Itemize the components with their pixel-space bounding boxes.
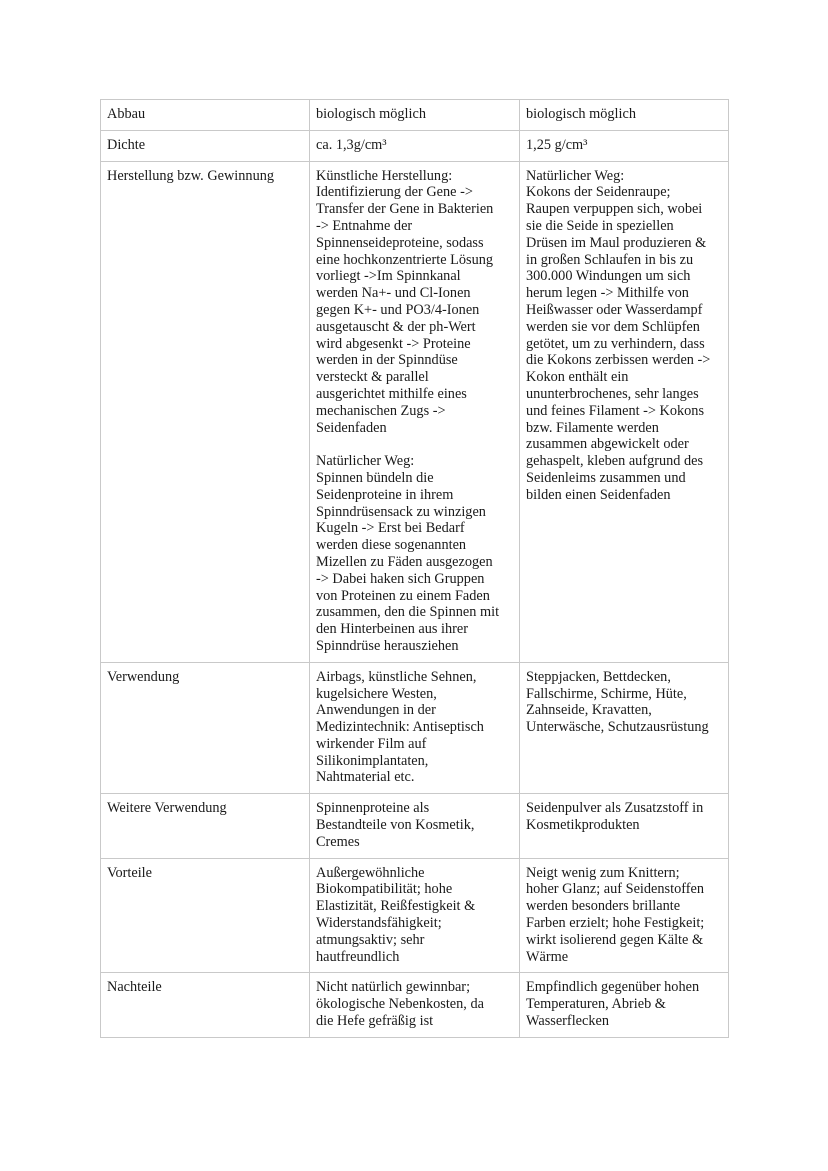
comparison-table (100, 99, 729, 1038)
cell-text: ca. 1,3g/cm³ (316, 136, 387, 153)
table-cell (310, 662, 520, 794)
table-row-abbau (101, 100, 729, 131)
cell-text: Empfindlich gegenüber hohen Temperaturen, Abrieb & Wasserflecken (526, 979, 700, 1030)
row-label (101, 794, 310, 858)
row-label-text: Vorteile (107, 864, 152, 881)
table-cell (520, 794, 729, 858)
table-cell (310, 130, 520, 161)
table-cell (520, 130, 729, 161)
table-row-dichte (101, 130, 729, 161)
row-label-text: Abbau (107, 106, 146, 122)
row-label-text: Nachteile (107, 979, 162, 996)
table-row-vorteile (101, 858, 729, 973)
cell-text: Künstliche Herstellung: Identifizierung der Gene -> Transfer der Gene in Bakterien -> Entnahme der Spinnenseideproteine, sodass eine hochkonzentrierte Lösung vorliegt ->Im Spinnkanal werden Na+- und Cl-Ionen gegen K+- und PO3/4-Ionen ausgetauscht & der ph-Wert wird abgesenkt -> Proteine werden in der Spinndüse versteckt & parallel ausgerichtet mithilfe eines mechanischen Zugs -> Seidenfaden Natürlicher Weg: Spinnen bündeln die Seidenproteine in ihrem Spinndrüsensack zu winzigen Kugeln -> Erst bei Bedarf werden diese sogenannten Mizellen zu Fäden ausgezogen -> Dabei haken sich Gruppen von Proteinen zu einem Faden zusammen, den die Spinnen mit den Hinterbeinen aus ihrer Spinndrüse herausziehen (316, 167, 500, 654)
table-cell (310, 161, 520, 662)
row-label (101, 858, 310, 973)
table-row-weitere-verwendung (101, 794, 729, 858)
cell-text: Außergewöhnliche Biokompatibilität; hohe Elastizität, Reißfestigkeit & Widerstandsfähigkeit; atmungsaktiv; sehr hautfreundlich (316, 864, 476, 965)
document-page (100, 99, 728, 1038)
table-cell (520, 858, 729, 973)
cell-text: Seidenpulver als Zusatzstoff in Kosmetikprodukten (526, 800, 704, 834)
table-row-nachteile (101, 973, 729, 1037)
table-cell (520, 161, 729, 662)
cell-text: Nicht natürlich gewinnbar; ökologische Nebenkosten, da die Hefe gefräßig ist (316, 979, 484, 1030)
cell-text: biologisch möglich (316, 106, 426, 122)
table-cell (310, 973, 520, 1037)
cell-text: biologisch möglich (526, 106, 636, 122)
row-label (101, 973, 310, 1037)
table-cell (520, 973, 729, 1037)
table-cell (310, 858, 520, 973)
row-label (101, 100, 310, 131)
cell-text: Natürlicher Weg: Kokons der Seidenraupe; Raupen verpuppen sich, wobei sie die Seide in speziellen Drüsen im Maul produzieren & in großen Schlaufen in bis zu 300.000 Windungen um sich herum legen -> Mithilfe von Heißwasser oder Wasserdampf werden sie vor dem Schlüpfen getötet, um zu verhindern, dass die Kokons zerbissen werden -> Kokon enthält ein ununterbrochenes, sehr langes und feines Filament -> Kokons bzw. Filamente werden zusammen abgewickelt oder gehaspelt, kleben aufgrund des Seidenleims zusammen und bilden einen Seidenfaden (526, 167, 711, 503)
row-label (101, 130, 310, 161)
cell-text: 1,25 g/cm³ (526, 136, 588, 153)
cell-text: Airbags, künstliche Sehnen, kugelsichere Westen, Anwendungen in der Medizintechnik: Antiseptisch wirkender Film auf Silikonimplantaten, Nahtmaterial etc. (316, 668, 484, 786)
table-cell (310, 794, 520, 858)
table-cell (520, 662, 729, 794)
cell-text: Spinnenproteine als Bestandteile von Kosmetik, Cremes (316, 800, 475, 850)
table-row-verwendung (101, 662, 729, 794)
row-label-text: Dichte (107, 136, 146, 153)
cell-text: Steppjacken, Bettdecken, Fallschirme, Schirme, Hüte, Zahnseide, Kravatten, Unterwäsche, Schutzausrüstung (526, 668, 709, 736)
table-row-herstellung (101, 161, 729, 662)
row-label (101, 161, 310, 662)
row-label (101, 662, 310, 794)
cell-text: Neigt wenig zum Knittern; hoher Glanz; auf Seidenstoffen werden besonders brillante Farben erzielt; hohe Festigkeit; wirkt isolierend gegen Kälte & Wärme (526, 864, 705, 965)
row-label-text: Weitere Verwendung (107, 800, 227, 817)
row-label-text: Herstellung bzw. Gewinnung (107, 167, 275, 184)
table-cell (310, 100, 520, 131)
table-cell (520, 100, 729, 131)
row-label-text: Verwendung (107, 668, 180, 685)
